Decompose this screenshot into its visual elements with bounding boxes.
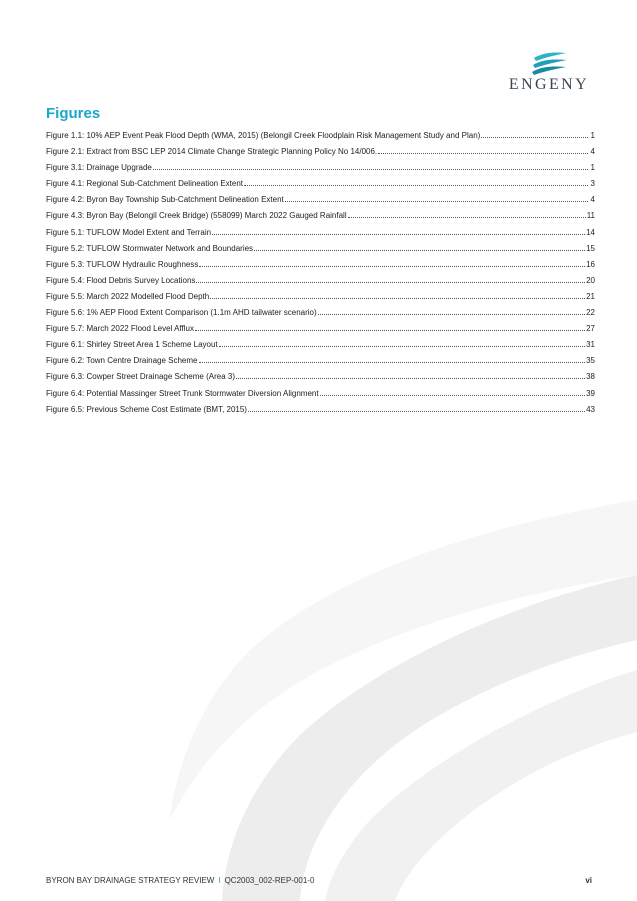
logo-wave-icon: [530, 50, 570, 76]
toc-entry-label: Figure 4.1: Regional Sub-Catchment Delineation Extent: [46, 179, 243, 189]
toc-entry-page: 3: [590, 179, 595, 189]
table-of-figures: [46, 130, 595, 420]
toc-entry-page: 43: [586, 404, 595, 414]
toc-entry[interactable]: [46, 194, 595, 210]
engeny-logo: [506, 50, 592, 98]
toc-dot-leader: [236, 371, 585, 379]
toc-entry-label: Figure 1.1: 10% AEP Event Peak Flood Depth (WMA, 2015) (Belongil Creek Floodplain Risk Management Study and Plan): [46, 131, 481, 140]
toc-entry-page: 22: [586, 308, 595, 318]
toc-dot-leader: [196, 275, 585, 283]
toc-entry-page: 31: [586, 340, 595, 350]
toc-entry-label: Figure 5.2: TUFLOW Stormwater Network and Boundaries: [46, 243, 254, 253]
toc-dot-leader: [219, 339, 585, 347]
toc-entry-page: 16: [586, 259, 595, 269]
toc-entry-page: 11: [586, 211, 595, 221]
footer-document-title: BYRON BAY DRAINAGE STRATEGY REVIEW: [46, 876, 215, 885]
toc-entry-label: Figure 2.1: Extract from BSC LEP 2014 Climate Change Strategic Planning Policy No 14/006.: [46, 147, 378, 157]
toc-entry-label: Figure 5.4: Flood Debris Survey Locations: [46, 275, 196, 285]
toc-entry-label: Figure 6.2: Town Centre Drainage Scheme: [46, 356, 198, 366]
toc-dot-leader: [378, 146, 588, 154]
toc-dot-leader: [212, 227, 585, 235]
toc-entry-label: Figure 6.4: Potential Massinger Street Trunk Stormwater Diversion Alignment: [46, 388, 319, 398]
footer-separator: I: [218, 876, 221, 885]
toc-entry-label: Figure 5.5: March 2022 Modelled Flood Depth: [46, 291, 210, 301]
toc-entry[interactable]: [46, 323, 595, 339]
toc-dot-leader: [244, 178, 588, 186]
toc-entry[interactable]: [46, 388, 595, 404]
toc-entry[interactable]: [46, 404, 595, 420]
toc-dot-leader: [195, 323, 585, 331]
toc-entry[interactable]: [46, 130, 595, 146]
toc-entry[interactable]: [46, 227, 595, 243]
toc-entry-label: Figure 5.7: March 2022 Flood Level Afflux: [46, 324, 194, 334]
toc-dot-leader: [481, 130, 588, 138]
toc-entry-page: 35: [586, 356, 595, 366]
toc-entry[interactable]: [46, 339, 595, 355]
toc-dot-leader: [318, 307, 585, 315]
toc-entry[interactable]: [46, 371, 595, 387]
footer-page-number: vi: [585, 876, 592, 885]
toc-entry[interactable]: [46, 307, 595, 323]
toc-entry-page: 14: [586, 227, 595, 237]
logo-wordmark: ENGENY: [508, 76, 590, 93]
toc-entry-page: 21: [586, 291, 595, 301]
toc-entry-page: 39: [586, 388, 595, 398]
toc-dot-leader: [210, 291, 585, 299]
page-footer: [46, 876, 592, 885]
toc-dot-leader: [248, 404, 585, 412]
toc-entry[interactable]: [46, 178, 595, 194]
toc-entry-page: 27: [586, 324, 595, 334]
toc-entry-page: 4: [590, 147, 595, 157]
toc-entry-label: Figure 4.3: Byron Bay (Belongil Creek Bridge) (558099) March 2022 Gauged Rainfall: [46, 211, 347, 221]
page-title: Figures: [46, 105, 101, 122]
toc-entry[interactable]: [46, 162, 595, 178]
toc-entry-label: Figure 5.6: 1% AEP Flood Extent Comparison (1.1m AHD tailwater scenario): [46, 308, 317, 318]
toc-entry-label: Figure 6.5: Previous Scheme Cost Estimate (BMT, 2015): [46, 404, 247, 414]
toc-entry-label: Figure 3.1: Drainage Upgrade: [46, 163, 152, 173]
toc-entry-page: 1: [590, 131, 595, 140]
toc-entry-label: Figure 6.3: Cowper Street Drainage Scheme (Area 3): [46, 372, 235, 382]
toc-entry-page: 38: [586, 372, 595, 382]
toc-entry-page: 20: [586, 275, 595, 285]
toc-dot-leader: [285, 194, 588, 202]
toc-entry[interactable]: [46, 210, 595, 226]
toc-entry-label: Figure 5.1: TUFLOW Model Extent and Terrain: [46, 227, 212, 237]
toc-dot-leader: [320, 388, 586, 396]
toc-entry[interactable]: [46, 355, 595, 371]
toc-entry[interactable]: [46, 291, 595, 307]
toc-entry-page: 15: [586, 243, 595, 253]
toc-entry[interactable]: [46, 275, 595, 291]
toc-entry-label: Figure 5.3: TUFLOW Hydraulic Roughness: [46, 259, 199, 269]
toc-entry[interactable]: [46, 243, 595, 259]
toc-dot-leader: [348, 210, 586, 218]
toc-entry[interactable]: [46, 259, 595, 275]
toc-entry[interactable]: [46, 146, 595, 162]
toc-dot-leader: [199, 259, 585, 267]
toc-entry-page: 4: [590, 195, 595, 205]
toc-dot-leader: [254, 243, 585, 251]
toc-entry-label: Figure 6.1: Shirley Street Area 1 Scheme Layout: [46, 340, 218, 350]
footer-document-code: QC2003_002-REP-001-0: [224, 876, 315, 885]
toc-dot-leader: [153, 162, 588, 170]
toc-entry-page: 1: [590, 163, 595, 173]
toc-dot-leader: [199, 355, 586, 363]
toc-entry-label: Figure 4.2: Byron Bay Township Sub-Catchment Delineation Extent: [46, 195, 284, 205]
